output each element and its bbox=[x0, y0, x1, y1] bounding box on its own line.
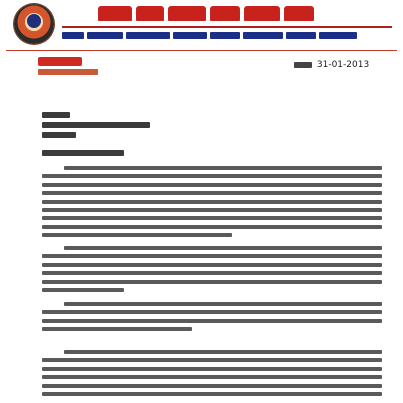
body-text-line bbox=[42, 327, 192, 331]
body-text-line bbox=[42, 271, 382, 275]
addressee-line-2 bbox=[42, 122, 150, 128]
organization-address bbox=[62, 31, 392, 40]
letterhead bbox=[0, 0, 403, 56]
body-text-line bbox=[42, 384, 382, 388]
date-value: 31-01-2013 bbox=[316, 60, 370, 70]
body-text-line bbox=[42, 280, 382, 284]
body-text-line bbox=[42, 191, 382, 195]
body-text-line bbox=[64, 246, 382, 250]
body-text-line bbox=[42, 367, 382, 371]
body-text-line bbox=[42, 288, 124, 292]
body-text-line bbox=[42, 233, 232, 237]
body-text-line bbox=[42, 174, 382, 178]
body-text-line bbox=[42, 263, 382, 267]
sender-designation bbox=[38, 69, 98, 75]
organization-title-lettering bbox=[98, 6, 314, 21]
body-text-line bbox=[42, 254, 382, 258]
organization-title bbox=[62, 4, 392, 28]
emblem-center bbox=[27, 14, 41, 28]
body-text-line bbox=[42, 358, 382, 362]
body-text-line bbox=[42, 208, 382, 212]
body-text-line bbox=[64, 166, 382, 170]
body-text-line bbox=[42, 183, 382, 187]
body-text-line bbox=[42, 392, 382, 396]
body-text-line bbox=[42, 225, 382, 229]
body-text-line bbox=[42, 216, 382, 220]
body-text-line bbox=[42, 319, 382, 323]
body-text-line bbox=[42, 200, 382, 204]
header-divider bbox=[6, 50, 397, 51]
letter-date bbox=[294, 60, 369, 70]
addressee-line-3 bbox=[42, 132, 76, 138]
sender-name bbox=[38, 57, 82, 66]
addressee-line-1 bbox=[42, 112, 70, 118]
body-text-line bbox=[42, 375, 382, 379]
salutation bbox=[42, 150, 124, 156]
party-emblem-icon bbox=[14, 4, 54, 44]
date-label bbox=[294, 62, 312, 68]
body-text-line bbox=[64, 302, 382, 306]
body-text-line bbox=[42, 310, 382, 314]
body-text-line bbox=[64, 350, 382, 354]
